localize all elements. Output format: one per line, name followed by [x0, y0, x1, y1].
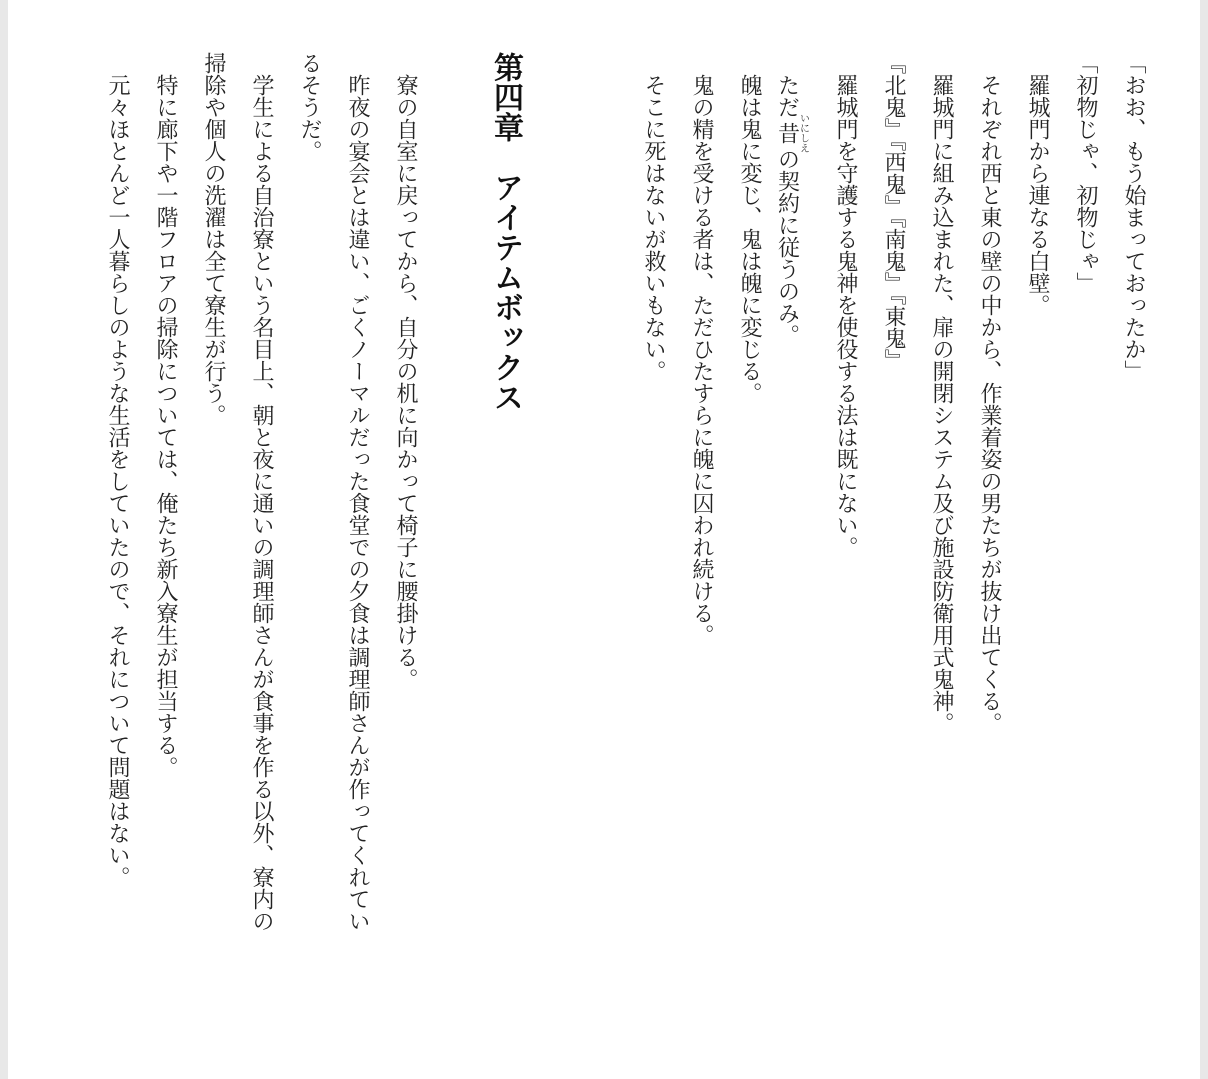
chapter-title: 第四章 アイテムボックス: [488, 52, 523, 412]
ruby-line-before: ただ: [774, 52, 800, 118]
text-column: 羅城門から連なる白壁。: [1025, 52, 1050, 316]
ruby-reading: いにしえ: [797, 113, 809, 153]
text-column: 「おお、もう始まっておったか」: [1121, 52, 1146, 382]
text-column: 羅城門に組み込まれた、扉の開閉システム及び施設防衛用式鬼神。: [929, 52, 954, 734]
text-column-with-ruby: [776, 52, 809, 346]
text-column: 魄は鬼に変じ、鬼は魄に変じる。: [737, 52, 762, 404]
text-column: 学生による自治寮という名目上、朝と夜に通いの調理師さんが食事を作る以外、寮内の: [249, 52, 274, 932]
text-column: 特に廊下や一階フロアの掃除については、俺たち新入寮生が担当する。: [153, 52, 178, 778]
text-column: 羅城門を守護する鬼神を使役する法は既にない。: [833, 52, 858, 558]
text-column: 昨夜の宴会とは違い、ごくノーマルだった食堂での夕食は調理師さんが作ってくれてい: [345, 52, 370, 932]
document-page: [8, 0, 1200, 1079]
text-column: 「初物じゃ、初物じゃ」: [1073, 52, 1098, 294]
text-column: 掃除や個人の洗濯は全て寮生が行う。: [201, 52, 226, 426]
text-column: それぞれ西と東の壁の中から、作業着姿の男たちが抜け出てくる。: [977, 52, 1002, 734]
ruby-word: 昔いにしえ: [774, 113, 809, 153]
text-column: 寮の自室に戻ってから、自分の机に向かって椅子に腰掛ける。: [393, 52, 418, 690]
ruby-line-after: の契約に従うのみ。: [774, 148, 800, 346]
text-column: るそうだ。: [297, 52, 322, 162]
text-column: そこに死はないが救いもない。: [641, 52, 666, 382]
text-column: 元々ほとんど一人暮らしのような生活をしていたので、それについて問題はない。: [105, 52, 130, 888]
text-column: 鬼の精を受ける者は、ただひたすらに魄に囚われ続ける。: [689, 52, 714, 646]
text-column: 『北鬼』『西鬼』『南鬼』『東鬼』: [881, 52, 906, 371]
